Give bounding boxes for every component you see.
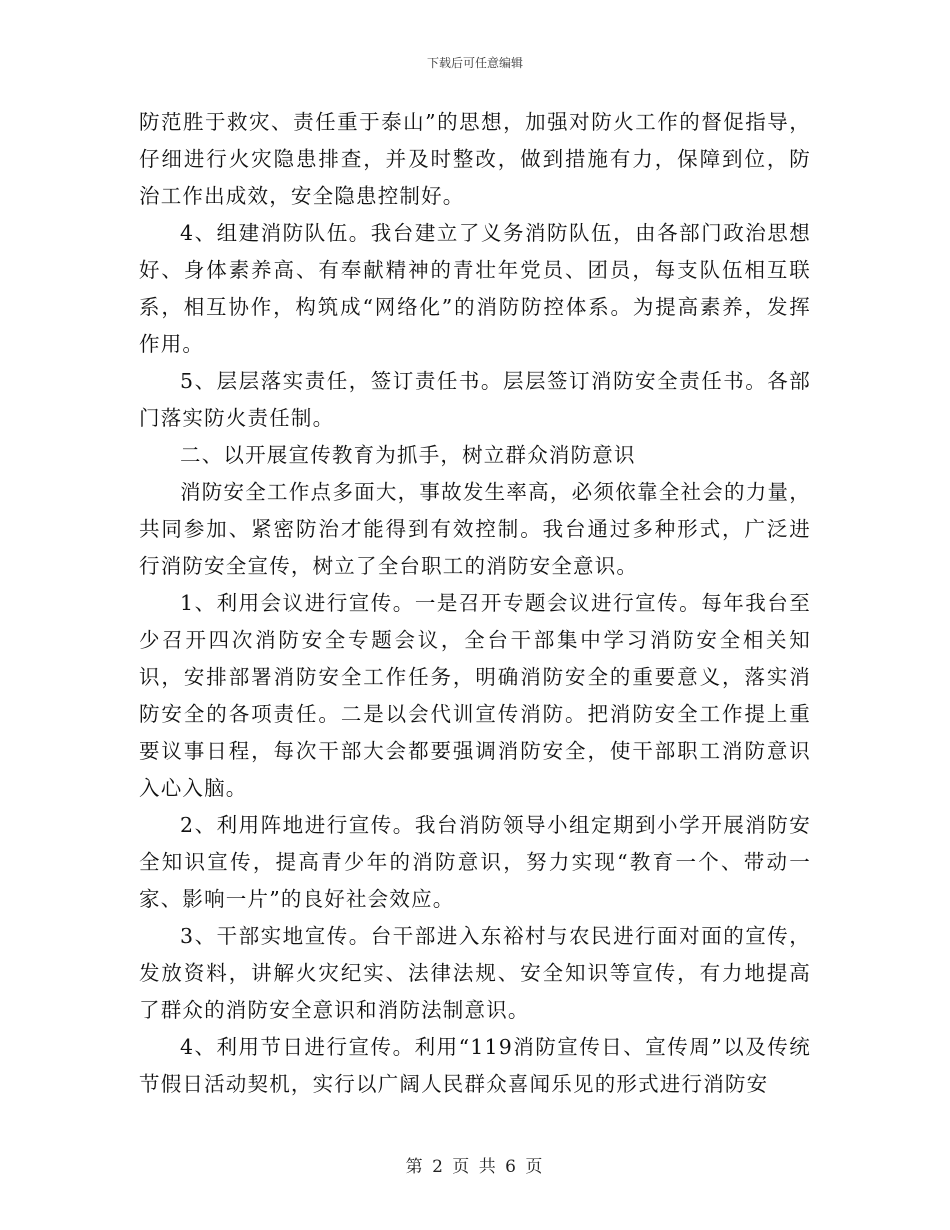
section-heading: 二、以开展宣传教育为抓手，树立群众消防意识 [180,443,636,467]
page-header: 下载后可任意编辑 [426,56,523,70]
paragraph: 消防安全工作点多面大，事故发生率高，必须依靠全社会的力量，共同参加、紧密防治才能得到有效控制。我台通过多种形式，广泛进行消防安全宣传，树立了全台职工的消防安全意识。 [139,480,811,578]
paragraph: 1、利用会议进行宣传。一是召开专题会议进行宣传。每年我台至少召开四次消防安全专题会议，全台干部集中学习消防安全相关知识，安排部署消防安全工作任务，明确消防安全的重要意义，落实消防安全的各项责任。二是以会代训宣传消防。把消防安全工作提上重要议事日程，每次干部大会都要强调消防安全，使干部职工消防意识入心入脑。 [139,591,811,800]
paragraph: 4、组建消防队伍。我台建立了义务消防队伍，由各部门政治思想好、身体素养高、有奉献精神的青壮年党员、团员，每支队伍相互联系，相互协作，构筑成“网络化”的消防防控体系。为提高素养，发挥作用。 [139,221,811,356]
paragraph: 2、利用阵地进行宣传。我台消防领导小组定期到小学开展消防安全知识宣传，提高青少年的消防意识，努力实现“教育一个、带动一家、影响一片”的良好社会效应。 [139,813,811,911]
paragraph: 4、利用节日进行宣传。利用“119消防宣传日、宣传周”以及传统节假日活动契机，实行以广阔人民群众喜闻乐见的形式进行消防安 [139,1035,811,1096]
document-body [139,104,811,1103]
page-number: 第 2 页 共 6 页 [405,1157,545,1177]
paragraph: 防范胜于救灾、责任重于泰山”的思想，加强对防火工作的督促指导，仔细进行火灾隐患排查，并及时整改，做到措施有力，保障到位，防治工作出成效，安全隐患控制好。 [139,110,811,208]
paragraph: 3、干部实地宣传。台干部进入东裕村与农民进行面对面的宣传，发放资料，讲解火灾纪实、法律法规、安全知识等宣传，有力地提高了群众的消防安全意识和消防法制意识。 [139,924,811,1022]
paragraph: 5、层层落实责任，签订责任书。层层签订消防安全责任书。各部门落实防火责任制。 [139,369,811,430]
